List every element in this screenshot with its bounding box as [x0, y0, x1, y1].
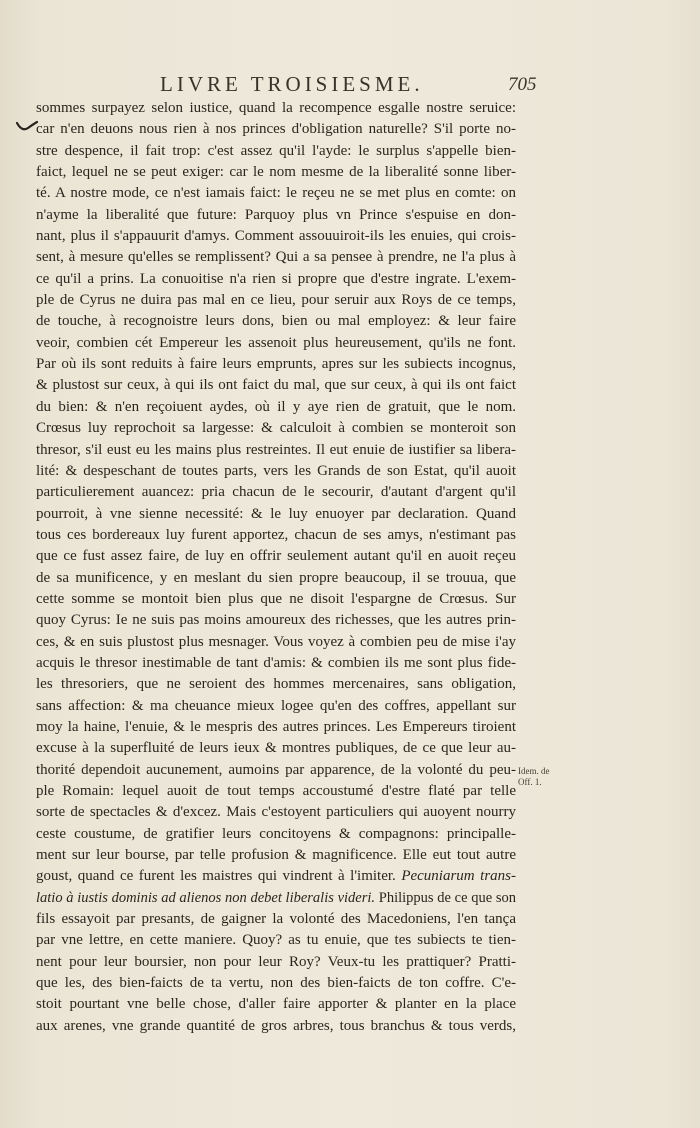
text-line: Crœsus luy reprochoit sa largesse: & calculoit à combien se monteroit son: [36, 420, 516, 437]
text-line: ple Romain: lequel auoit de tout temps accoustumé d'estre flaté par telle: [36, 783, 516, 799]
text-line: aux arenes, vne grande quantité de gros arbres, tous branchus & tous verds,: [36, 1017, 516, 1034]
text-line: & plustost sur ceux, à qui ils ont faict du mal, que sur ceux, à qui ils ont faict: [36, 377, 516, 394]
text-line: de touche, à recognoistre leurs dons, bien ou mal employez: & leur faire: [36, 313, 516, 330]
text-line: fils essayoit par presants, de gaigner la volonté des Macedoniens, l'en tança: [36, 911, 516, 928]
text-line: lité: & despeschant de toutes parts, vers les Grands de son Estat, qu'il auoit: [36, 462, 516, 479]
text-line: que ce fust assez faire, de luy en offrir seulement autant qu'il en auoit reçeu: [36, 548, 516, 565]
text-line: sent, à mesure qu'elles se remplissent? Qui a sa pensee à prendre, ne l'a plus à: [36, 249, 516, 266]
text-line: de sa munificence, y en meslant du sien propre beaucoup, il se trouua, que: [36, 569, 516, 586]
text-line: nent pour leur boursier, non pour leur Roy? Veux-tu les prattiquer? Pratti-: [36, 953, 516, 970]
text-line: stre despence, il fait trop: c'est assez qu'il l'ayde: le surplus s'appelle bien-: [36, 142, 516, 159]
text-line: ces, & en suis plustost plus mesnager. Vous voyez à combien peu de mise i'ay: [36, 633, 516, 650]
marginal-ink-mark-icon: [16, 120, 38, 132]
text-line: n'ayme la liberalité que future: Parquoy plus vn Prince s'espuise en don-: [36, 206, 516, 223]
text-line: car n'en deuons nous rien à nos princes d'obligation naturelle? S'il porte no-: [36, 121, 516, 138]
body-text: [36, 98, 516, 1037]
text-line: que les, des bien-faicts de ta vertu, non des bien-faicts de ton coffre. C'e-: [36, 975, 516, 992]
text-line: nant, plus il s'appauurit d'amys. Comment assouuiroit-ils les enuies, qui crois-: [36, 228, 516, 245]
text-line: té. A nostre mode, ce n'est iamais faict: le reçeu ne se met plus en comte: on: [36, 185, 516, 202]
text-line: ple de Cyrus ne duira pas mal en ce lieu, pour seruir aux Roys de ce temps,: [36, 292, 516, 309]
text-line: thorité dependoit aucunement, aumoins par apparence, de la volonté du peu-: [36, 761, 516, 778]
marginal-note-line: Off. 1.: [518, 777, 542, 787]
text-line: veoir, combien cét Empereur les assenoit plus heureusement, qu'ils ne font.: [36, 334, 516, 351]
text-line: ce qu'il a prins. La conuoitise n'a rien si propre que d'estre ingrate. L'exem-: [36, 270, 516, 287]
page-header-title: LIVRE TROISIESME.: [160, 72, 424, 96]
text-line: acquis le thresor inestimable de tant d'amis: & combien ils me sont plus fide-: [36, 654, 516, 671]
text-line: quoy Cyrus: Ie ne suis pas moins amoureux des richesses, que les autres prin-: [36, 612, 516, 629]
text-line: par vne lettre, en cette maniere. Quoy? as tu enuie, que tes subiects te tien-: [36, 932, 516, 949]
text-line: moy la haine, l'enuie, & le mespris des autres princes. Les Empereurs tiroient: [36, 718, 516, 735]
marginal-note-line: Idem. de: [518, 766, 550, 776]
text-line: du bien: & n'en reçoiuent aydes, où il y aye rien de gratuit, que le nom.: [36, 398, 516, 415]
text-line: sorte de spectacles & d'excez. Mais c'estoyent particuliers qui auoyent nourry: [36, 804, 516, 821]
text-line: stoit pourtant vne belle chose, d'aller faire apporter & planter en la place: [36, 996, 516, 1013]
running-head: [0, 72, 700, 98]
text-line: ceste coustume, de gratifier leurs concitoyens & compagnons: principalle-: [36, 825, 516, 842]
text-line: cette somme se montoit bien plus que ne disoit l'espargne de Crœsus. Sur: [36, 590, 516, 607]
text-line: ment sur leur bourse, par telle profusion & magnificence. Elle eut tout autre: [36, 847, 516, 864]
text-line: les thresoriers, que ne seroient des hommes mercenaires, sans obligation,: [36, 676, 516, 693]
text-line: tous ces bordereaux luy furent apportez, chacun de ses amys, n'estimant pas: [36, 526, 516, 543]
text-line: excuse à la superfluité de leurs ieux & montres publiques, de ce que leur au-: [36, 740, 516, 757]
text-line: pourroit, à vne sienne necessité: & le luy enuoyer par declaration. Quand: [36, 505, 516, 522]
marginal-note: [518, 766, 564, 788]
text-line: sommes surpayez selon iustice, quand la recompence esgalle nostre seruice:: [36, 100, 516, 116]
text-line: particulierement auancez: pria chacun de le secourir, d'autant d'argent qu'il: [36, 484, 516, 501]
text-line: goust, quand ce furent les maistres qui vindrent à l'imiter. Pecuniarum trans-: [36, 868, 517, 885]
text-line: latio à iustis dominis ad alienos non debet liberalis videri. Philippus de ce que son: [36, 889, 516, 906]
page-number: 705: [508, 74, 537, 95]
text-line: Par où ils sont reduits à faire leurs emprunts, apres sur les subiects incognus,: [36, 356, 516, 373]
text-line: sans affection: & ma cheuance mieux logee qu'en des coffres, appellant sur: [36, 697, 516, 714]
text-line: faict, lequel ne se peut exiger: car le nom mesme de la liberalité sonne liber-: [36, 164, 516, 181]
text-line: thresor, s'il eust eu les mains plus restreintes. Il eut enuie de iustifier sa libera-: [36, 441, 516, 458]
